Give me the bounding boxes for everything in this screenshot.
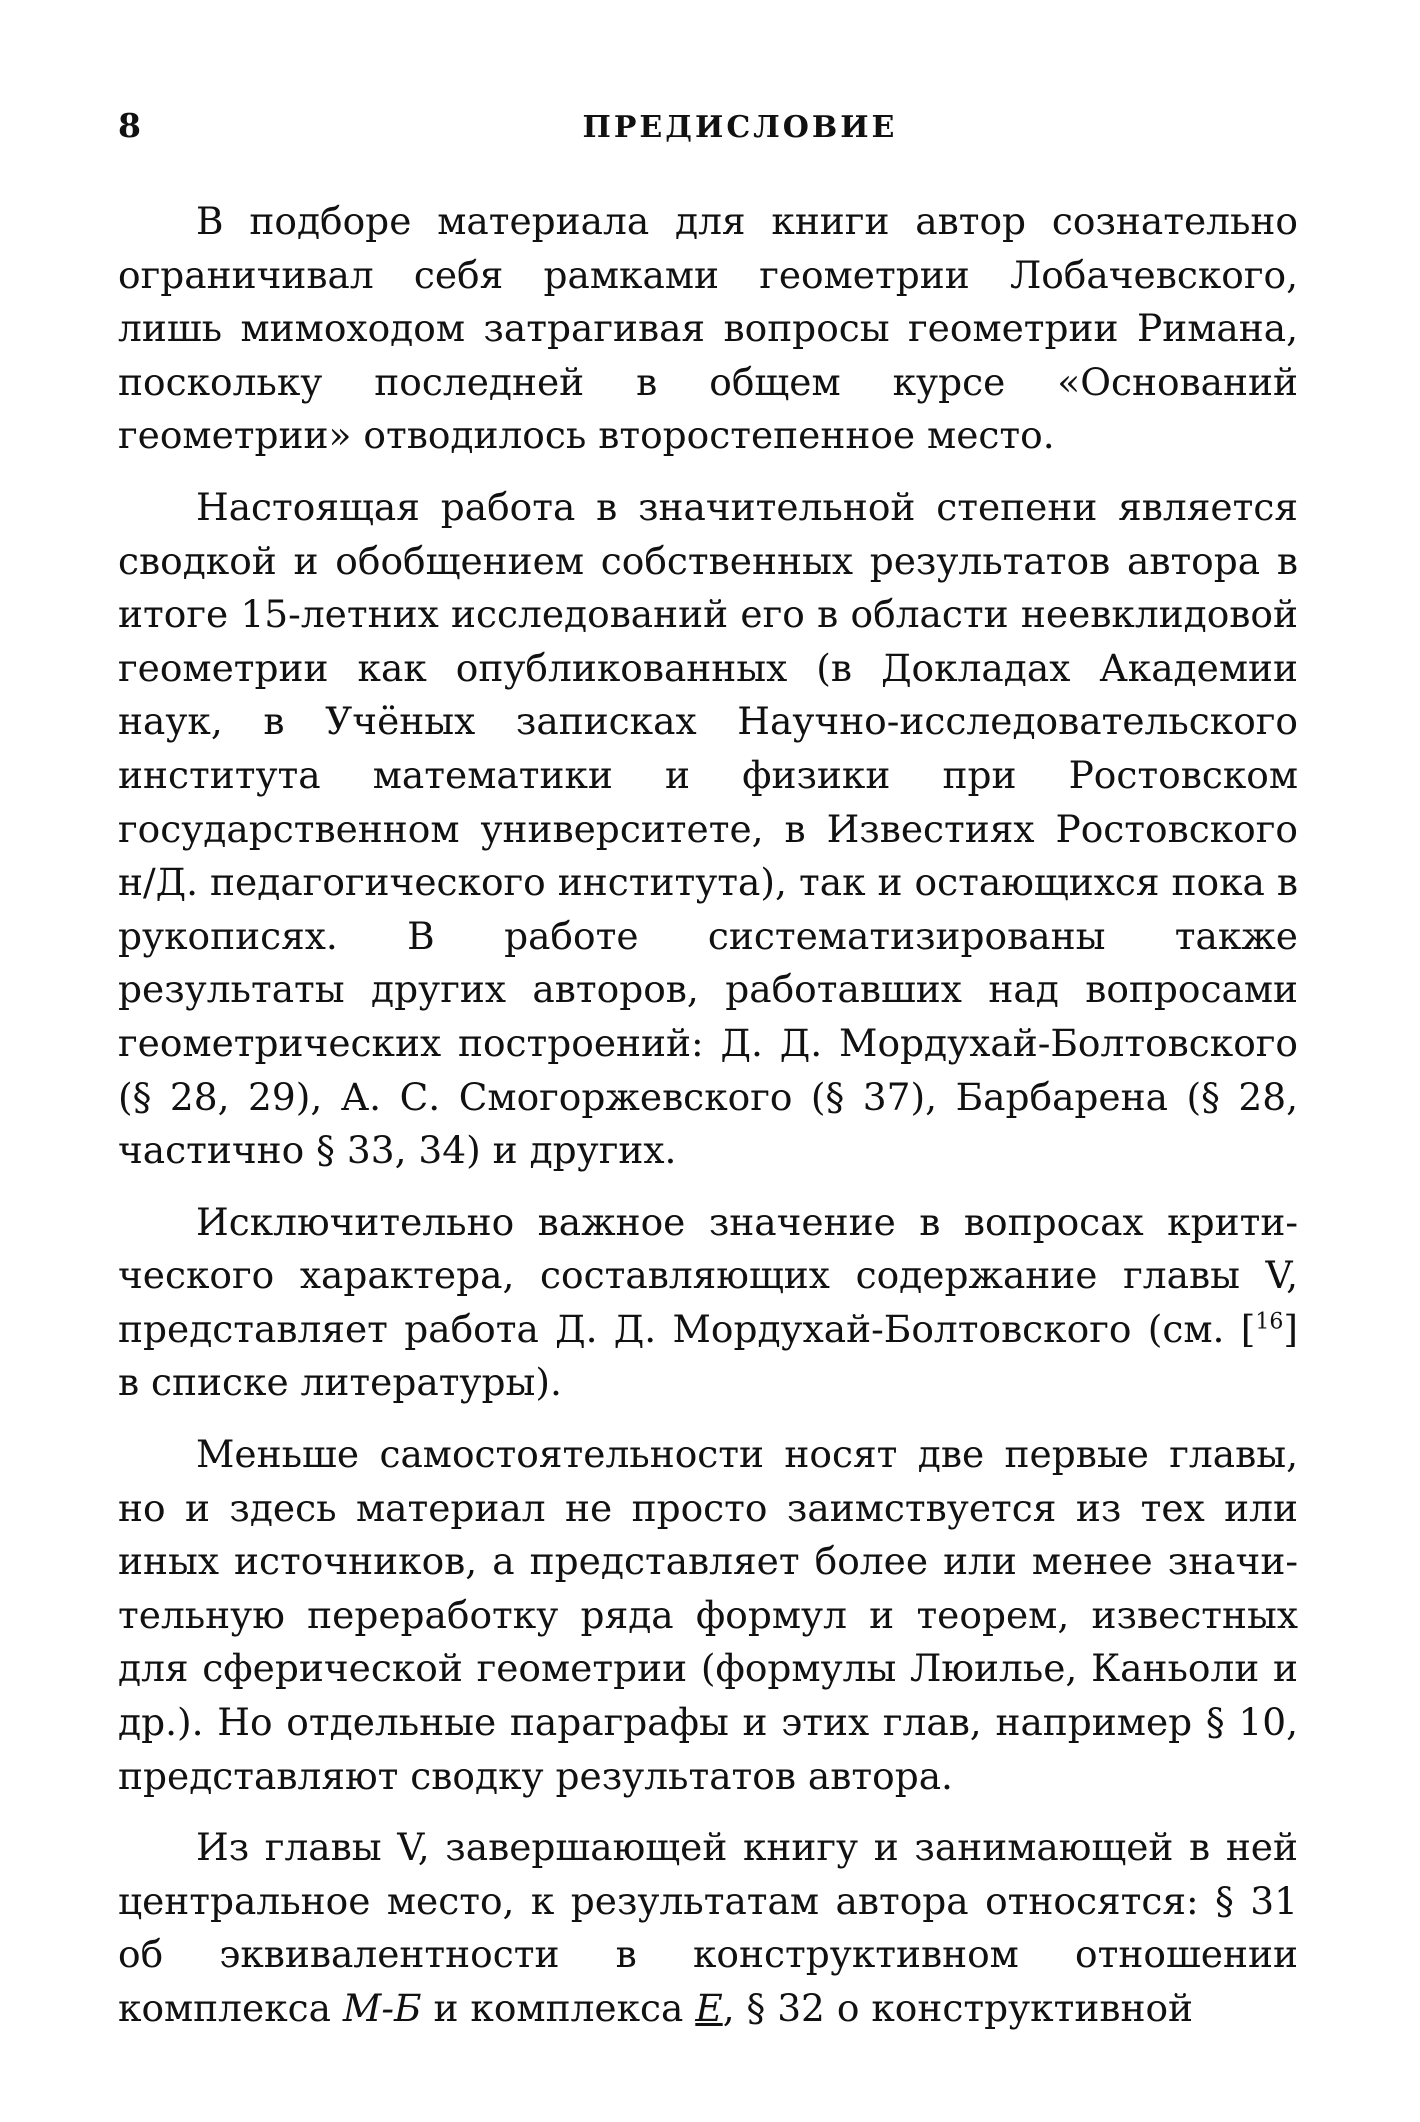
paragraph-text: ] в списке литературы). (118, 1306, 1298, 1405)
paragraph-text: и комплекса (421, 1986, 696, 2030)
paragraph (118, 1196, 1298, 1410)
paragraph (118, 1821, 1298, 2035)
running-title: ПРЕДИСЛОВИЕ (582, 110, 898, 145)
paragraph-text: , § 32 о конструктивной (722, 1986, 1194, 2030)
paragraph-text: Из главы V, завершающей книгу и занимающей в ней центральное место, к результатам автора относятся: § 31 об эквивалентности в конструктивном отношении комплекса (118, 1825, 1298, 2030)
body-text (118, 195, 1298, 2054)
paragraph: Настоящая работа в значительной степени является сводкой и обобщением собственных результатов автора в итоге 15-летних исследований его в области неевклидовой геометрии как опубликованных (в Докладах Академии наук, в Учёных записках Научно-исследовательского института математики и физики при Ростовском государственном университете, в Известиях Ростовского н/Д. педагогического института), так и остающихся пока в рукописях. В работе систематизированы также результаты других авторов, работавших над вопросами геометрических построений: Д. Д. Мордухай-Болтовского (§ 28, 29), А. С. Смогоржевского (§ 37), Барбарена (§ 28, частично § 33, 34) и других. (118, 484, 1298, 1173)
paragraph: Меньше самостоятельности носят две первые главы, но и здесь материал не просто заимствуется из тех или иных источников, а представляет более или менее значительную переработку ряда формул и теорем, известных для сферической геометрии (формулы Люилье, Каньоли и др.). Но отдельные параграфы и этих глав, например § 10, представляют сводку результатов автора. (118, 1432, 1298, 1798)
paragraph-text: Исключительно важное значение в вопросах критического характера, составляющих содержание главы V, представляет работа Д. Д. Мордухай-Болтовского (см. [ (118, 1199, 1298, 1351)
complex-mb: М-Б (342, 1986, 422, 2030)
paragraph: В подборе материала для книги автор сознательно ограничивал себя рамками геометрии Лобачевского, лишь мимоходом затрагивая вопросы геометрии Римана, поскольку последней в общем курсе «Оснований геометрии» отводилось второстепенное место. (118, 199, 1298, 458)
complex-e: Е (695, 1986, 723, 2030)
reference-number: 16 (1255, 1309, 1284, 1335)
page-number: 8 (118, 106, 141, 145)
page-header (118, 106, 1302, 154)
